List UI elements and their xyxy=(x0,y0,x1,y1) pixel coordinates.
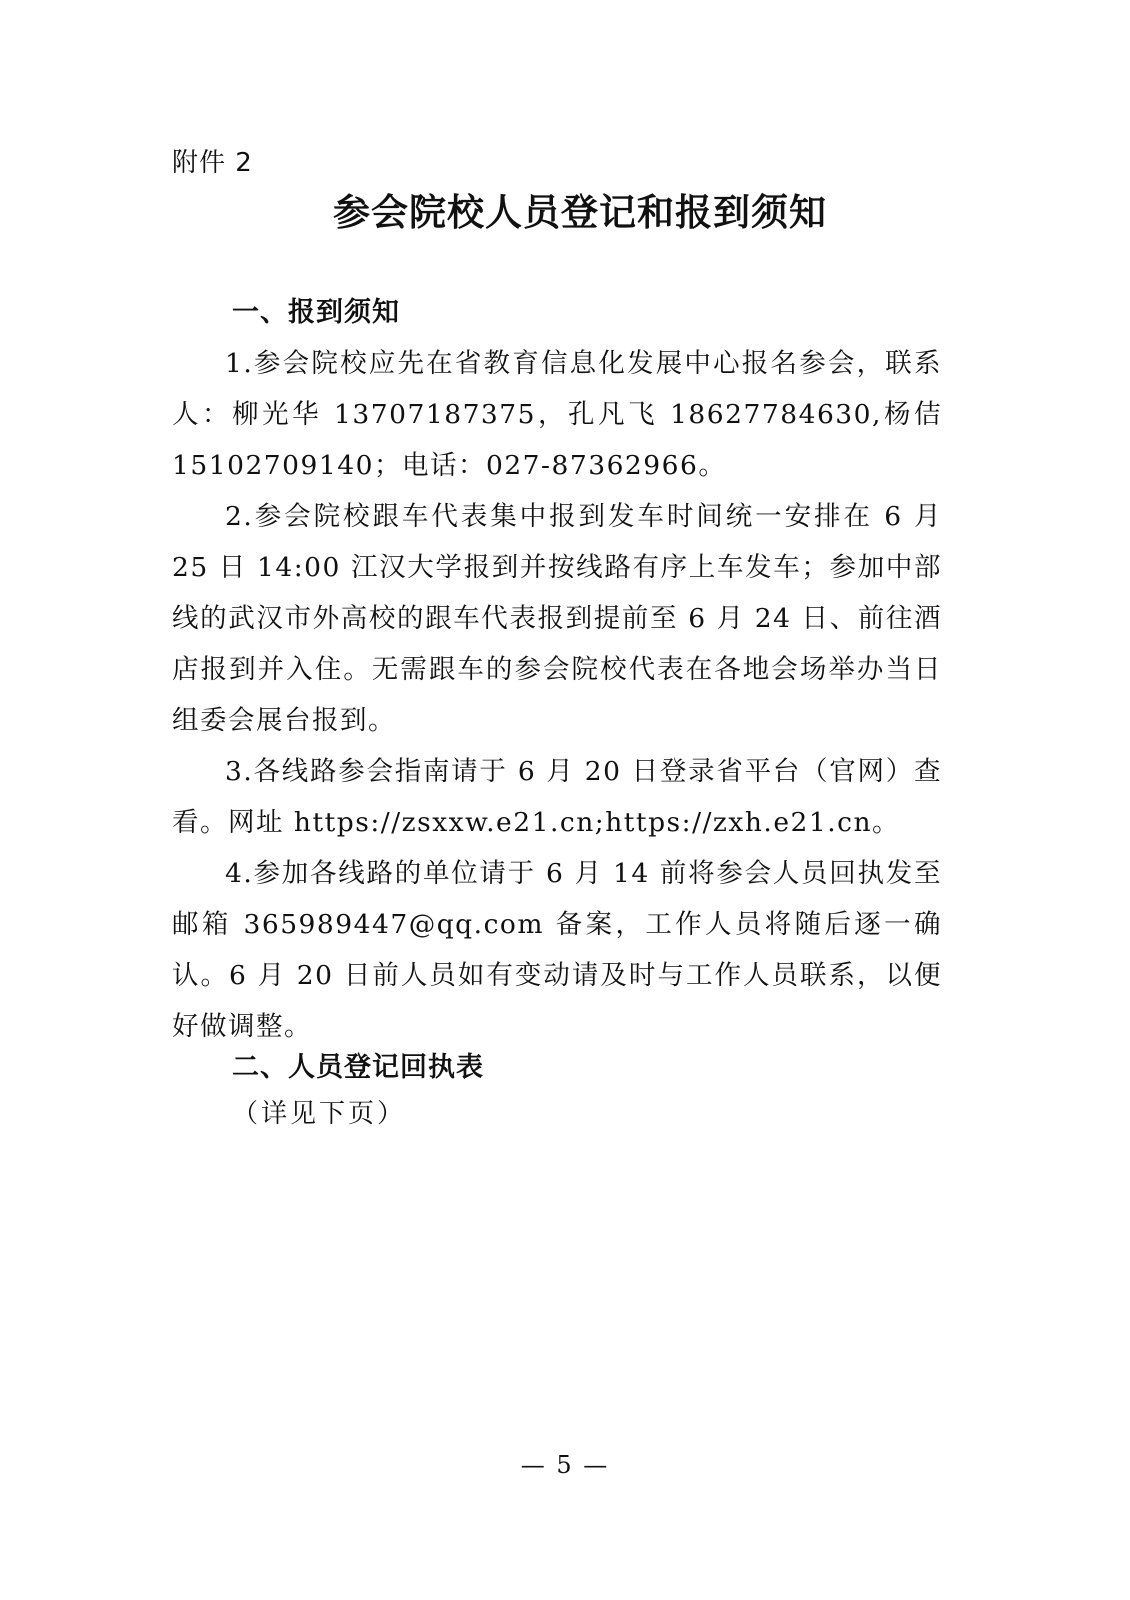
paragraph-item-3: 3.各线路参会指南请于 6 月 20 日登录省平台（官网）查看。网址 https://zsxxw.e21.cn;https://zxh.e21.cn。 xyxy=(172,756,942,838)
section-heading-registration-notice: 一、报到须知 xyxy=(232,297,400,328)
document-title: 参会院校人员登记和报到须知 xyxy=(333,191,827,234)
registration-notice-body xyxy=(172,338,942,1052)
paragraph-item-4: 4.参加各线路的单位请于 6 月 14 前将参会人员回执发至邮箱 365989447@qq.com 备案，工作人员将随后逐一确认。6 月 20 日前人员如有变动请及时与工作人员联系，以便好做调整。 xyxy=(172,858,942,1042)
page-number: — 5 — xyxy=(520,1451,610,1479)
attachment-label: 附件 2 xyxy=(172,148,253,178)
section-heading-receipt-form: 二、人员登记回执表 xyxy=(232,1052,484,1083)
see-next-page-note: （详见下页） xyxy=(232,1099,407,1129)
paragraph-item-1: 1.参会院校应先在省教育信息化发展中心报名参会，联系人：柳光华 13707187375，孔凡飞 18627784630,杨佶 15102709140；电话：027-87362966。 xyxy=(172,348,942,481)
paragraph-item-2: 2.参会院校跟车代表集中报到发车时间统一安排在 6 月 25 日 14:00 江汉大学报到并按线路有序上车发车；参加中部线的武汉市外高校的跟车代表报到提前至 6 月 24 日、前往酒店报到并入住。无需跟车的参会院校代表在各地会场举办当日组委会展台报到。 xyxy=(172,501,942,736)
